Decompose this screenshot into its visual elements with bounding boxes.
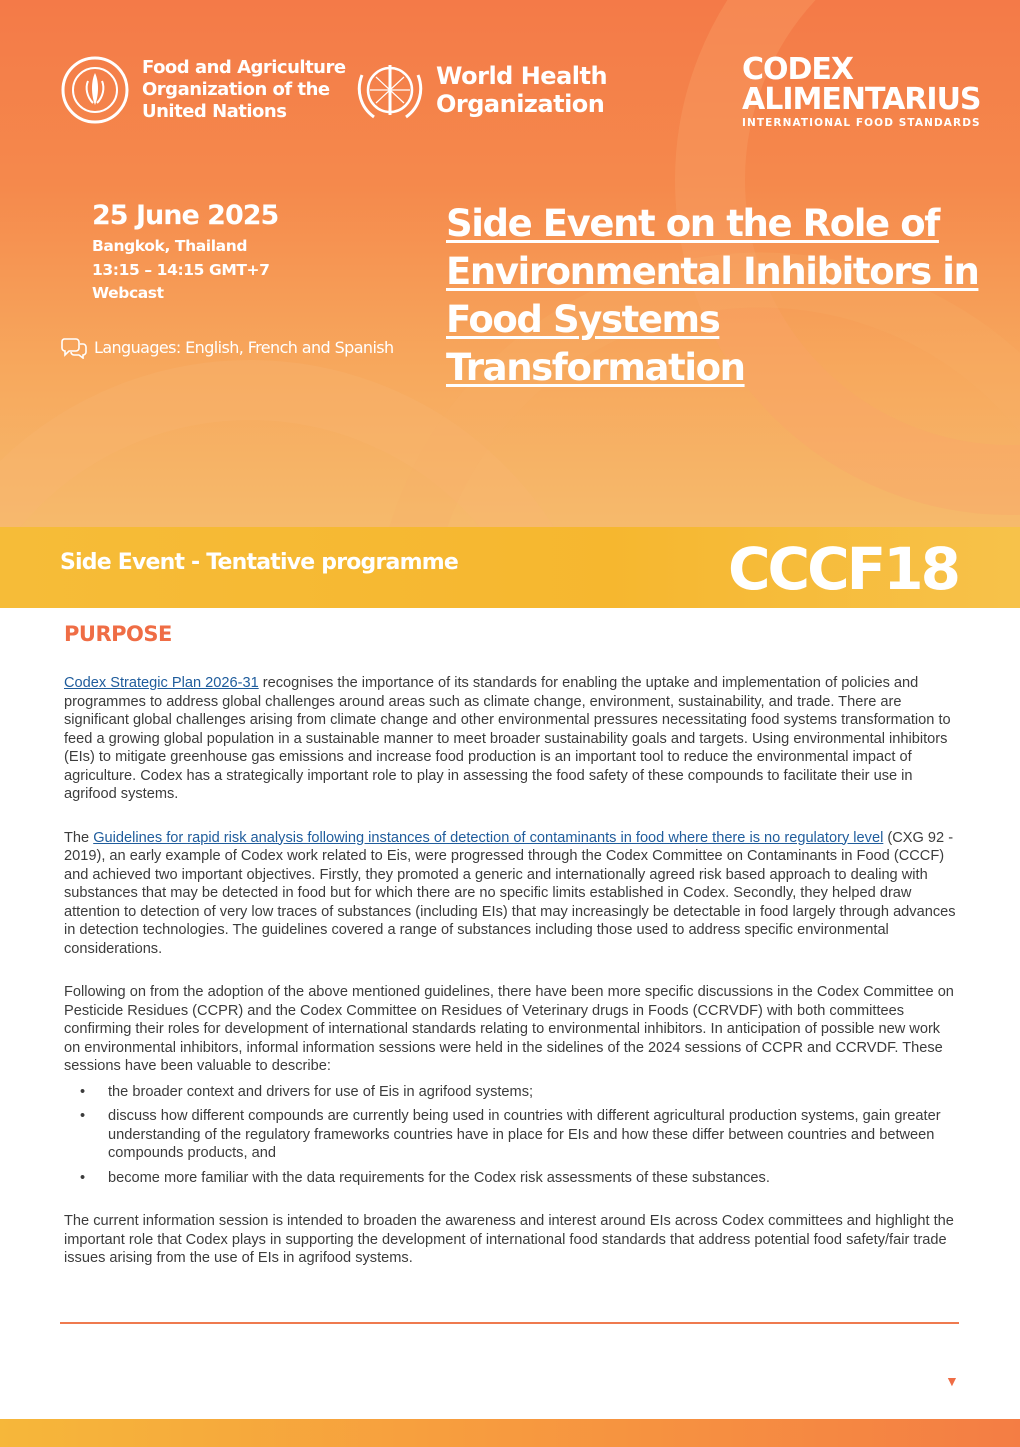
fao-name-line: United Nations [142,101,287,122]
languages-text: Languages: English, French and Spanish [94,337,394,357]
event-location: Bangkok, Thailand [92,237,248,255]
list-item [64,1083,956,1102]
fao-emblem-icon [60,55,130,125]
bullet: • [80,1108,86,1124]
paragraph: The current information session is intended to broaden the awareness and interest around EIs across Codex committees and highlight the important role that Codex plays in supporting the development of international food standards that address potential food safety/fair trade issues arising from the use of EIs in agrifood systems. [64,1213,954,1266]
who-logo [350,55,607,125]
bullet: • [80,1083,86,1100]
codex-logo [742,52,981,129]
session-code: CCCF18 [727,535,958,603]
list-item [64,1169,956,1188]
codex-tagline: INTERNATIONAL FOOD STANDARDS [742,117,981,129]
fao-name-line: Organization of the [142,79,330,100]
fao-name [142,57,346,123]
footer-bar [0,1419,1020,1447]
event-time: 13:15 – 14:15 GMT+7 [92,260,270,279]
programme-band [0,527,1020,608]
speech-bubbles-icon [60,335,88,359]
codex-logo-line: CODEX [742,52,854,87]
event-title[interactable]: Side Event on the Role of Environmental Inhibitors in Food Systems Transformation [446,202,979,389]
who-emblem-icon [350,55,430,125]
bullet-list [64,1083,956,1188]
codex-logo-line: ALIMENTARIUS [742,82,981,117]
paragraph [64,829,956,959]
list-item-text: become more familiar with the data requirements for the Codex risk assessments of these substances. [108,1169,770,1186]
fao-logo [60,55,346,125]
list-item-text: discuss how different compounds are currently being used in countries with different agricultural production systems, gain greater understanding of the regulatory frameworks countries have in place for EIs and how these differ between countries and between compounds products, and [108,1108,941,1161]
next-page-icon[interactable]: ▼ [945,1373,959,1389]
event-format: Webcast [92,284,164,302]
list-item-text: the broader context and drivers for use of Eis in agrifood systems; [108,1083,534,1100]
event-details [92,235,270,306]
section-heading: PURPOSE [64,622,172,646]
event-date: 25 June 2025 [92,200,279,231]
paragraph-text: recognises the importance of its standards for enabling the uptake and implementation of policies and programmes to address global challenges around areas such as climate change, environment, sustainability, and trade. There are significant global challenges arising from climate change and other environmental pressures necessitating food systems transformation to feed a growing global population in a sustainable manner to meet broader sustainability goals and targets. Using environmental inhibitors (EIs) to mitigate greenhouse gas emissions and increase food production is an important tool to reduce the environmental impact of agriculture. Codex has a strategically important role to play in assessing the food safety of these compounds to facilitate their use in agrifood systems. [64,675,951,802]
paragraph-text: (CXG 92 - 2019), an early example of Codex work related to Eis, were progressed through the Codex Committee on Contaminants in Food (CCCF) and achieved two important objectives. Firstly, they promoted a generic and internationally agreed risk based approach to dealing with substances that may be detected in food but for which there are no specific limits established in Codex. Secondly, they helped draw attention to detection of very low traces of substances (including EIs) that may increasingly be detectable in food largely through advances in detection technologies. The guidelines covered a range of substances including those used to address specific environmental considerations. [64,829,956,957]
paragraph: Following on from the adoption of the above mentioned guidelines, there have been more specific discussions in the Codex Committee on Pesticide Residues (CCPR) and the Codex Committee on Residues of Veterinary drugs in Foods (CCRVDF) with both committees confirming their roles for development of international standards relating to environmental inhibitors. In anticipation of possible new work on environmental inhibitors, informal information sessions were held in the sidelines of the 2024 sessions of CCPR and CCRVDF. These sessions have been valuable to describe: [64,984,954,1074]
who-name-line: Organization [436,90,605,118]
who-name-line: World Health [436,62,608,90]
divider [60,1322,959,1324]
hero-banner [0,0,1020,527]
list-item [64,1107,956,1163]
guidelines-link[interactable]: Guidelines for rapid risk analysis following instances of detection of contaminants in food where there is no regulatory level [93,829,884,846]
purpose-section [64,622,956,1293]
paragraph [64,674,956,804]
band-label: Side Event - Tentative programme [60,550,458,575]
who-name [436,62,607,118]
fao-name-line: Food and Agriculture [142,57,346,78]
languages-row [60,335,394,359]
strategic-plan-link[interactable]: Codex Strategic Plan 2026-31 [64,675,259,691]
paragraph-text: The [64,829,94,846]
bullet: • [80,1169,86,1186]
